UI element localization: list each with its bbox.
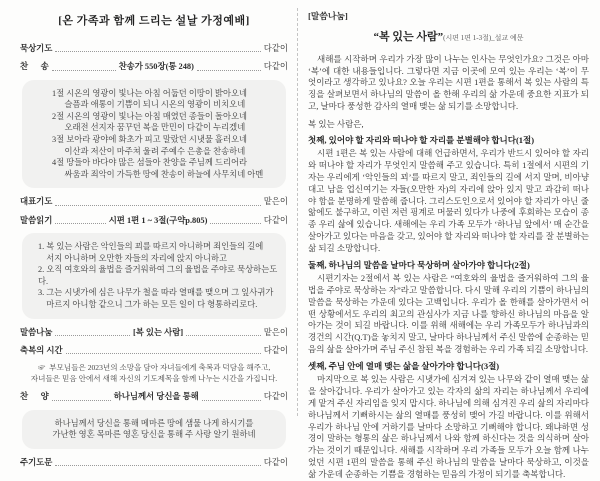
hymn-line: 슬픔과 애통이 기쁨이 되니 시온의 영광이 비치오네 (52, 100, 246, 110)
dotted-leader (52, 70, 116, 71)
order-detail: [복 있는 사람] (132, 327, 184, 337)
order-assignee: 다같이 (263, 457, 288, 467)
dotted-leader (55, 205, 260, 206)
dotted-leader (186, 335, 261, 336)
hymn-line: 싸움과 죄악이 가득한 땅에 찬송이 하늘에 사무치네 아멘 (52, 169, 264, 179)
sermon-point-2-heading: 둘째, 하나님의 말씀을 날마다 묵상하며 살아가야 합니다(2절) (308, 259, 530, 270)
order-label: 찬 송 (20, 62, 49, 72)
dotted-leader (52, 400, 111, 401)
sermon-point-1-body: 시편 1편은 복 있는 사람에 대해 언급하면서, 우리가 반드시 있어야 할 자리와 떠나야 할 자리가 무엇인지 말씀해 주고 있습니다. 특히 1절에서 시편의 기자는 우리에게 ‘악인들의 꾀’를 따르지 말고, 죄인들의 길에 서지 말며, 비아냥대고 남을 업신여기는 자들(오만한 자)의 자리에 앉아 있지 말고 과감히 떠나야 함을 분명하게 말씀해 줍니다. 그리스도인으로서 있어야 할 자리가 아닌 줄 앎에도 불구하고, 이런 저런 핑계로 머물러 있다가 나중에 후회하는 모습이 종종 우리 삶에 있습니다. 새해에는 우리 가족 모두가 ‘하나님 앞에서’ 매 순간을 살아가고 있다는 마음을 갖고, 있어야 할 자리와 떠나야 할 자리를 잘 분별하는 삶 되길 소망합니다. (308, 147, 589, 254)
order-row-praise (20, 391, 288, 402)
order-assignee: 다같이 (263, 215, 289, 225)
praise-line: 하나님께서 당신을 통해 메마른 땅에 샘물 나게 하시기를 (54, 418, 254, 428)
order-row-blessing-time (20, 345, 288, 356)
scripture-line: 1. 복 있는 사람은 악인들의 꾀를 따르지 아니하며 죄인들의 길에 (38, 241, 264, 251)
dotted-leader (197, 70, 261, 71)
worship-title: [온 가족과 함께 드리는 설날 가정예배] (58, 15, 250, 27)
order-assignee: 다같이 (263, 43, 288, 53)
order-label: 말씀읽기 (20, 215, 53, 225)
scripture-line: 3. 그는 시냇가에 심은 나무가 철을 따라 열매를 맺으며 그 잎사귀가 (38, 288, 274, 298)
dotted-leader (202, 400, 261, 401)
order-detail: 시편 1편 1 ~ 3절(구약p.805) (108, 215, 208, 225)
scripture-text-box (22, 233, 286, 319)
hymn-line: 이산과 저산이 마주쳐 울려 주예수 은총을 찬송하네 (52, 146, 246, 156)
sermon-title (308, 30, 589, 45)
note-line: ☞ 부모님들은 2023년의 소망을 담아 자녀들에게 축복과 덕담을 해주고, (37, 363, 271, 373)
note-line: 자녀들은 믿음 안에서 새해 자신의 기도제목을 함께 나누는 시간을 가집니다. (30, 373, 278, 383)
order-label: 찬 양 (20, 392, 49, 402)
hymn-line: 2절 시온의 영광이 빛나는 아침 매였던 종들이 돌아오네 (52, 111, 247, 121)
sermon-title-sub: (시편 1편 1-3절)_설교 예문 (443, 34, 524, 43)
order-label: 말씀나눔 (20, 327, 53, 337)
sermon-column (308, 8, 589, 480)
worship-order-column (20, 10, 289, 467)
dotted-leader (55, 223, 105, 224)
dotted-leader (66, 353, 261, 354)
order-label: 주기도문 (20, 457, 53, 467)
order-row-scripture-reading (20, 215, 288, 226)
dotted-leader (55, 51, 260, 52)
order-row-meditation-prayer (20, 43, 288, 54)
column-divider (297, 8, 298, 416)
sermon-title-main: “복 있는 사람” (373, 31, 444, 44)
dotted-leader (210, 223, 260, 224)
order-row-representative-prayer (20, 196, 288, 207)
order-detail: 찬송가 550장(통 248) (118, 62, 194, 72)
order-assignee: 다같이 (263, 392, 288, 402)
blessing-time-note (20, 363, 288, 384)
order-label: 묵상기도 (20, 43, 53, 53)
order-label: 축복의 시간 (20, 345, 63, 355)
order-assignee: 다같이 (263, 62, 288, 72)
order-row-lords-prayer (20, 457, 288, 468)
hymn-line: 오래전 선지자 꿈꾸던 복을 만민이 다같이 누리겠네 (52, 123, 246, 133)
order-row-message-sharing (20, 327, 288, 338)
sermon-point-2-body: 시편기자는 2절에서 복 있는 사람은 “여호와의 율법을 즐거워하여 그의 율법을 주야로 묵상하는 자”라고 말씀합니다. 다시 말해 우리의 기쁨이 하나님의 말씀을 묵상하는 가운데 있다는 고백입니다. 우리가 올 한해를 살아가면서 어떤 상황에서도 우리의 최고의 관심사가 지금 나를 향하신 하나님의 마음을 알아가는 것이 되길 바랍니다. 이를 위해 새해에는 우리 가족모두가 하나님과의 경건의 시간(Q.T)을 놓치지 말고, 날마다 하나님께서 주신 말씀에 순종하는 믿음의 삶을 살아가며 주님 주신 참된 복을 경험하는 우리 가족 되길 소망합니다. (308, 272, 589, 355)
hymn-line: 4절 땅들아 바다야 많은 섬들아 찬양을 주님께 드리어라 (52, 158, 247, 168)
praise-lyrics-box (22, 410, 286, 449)
order-assignee: 맡은이 (263, 327, 288, 337)
sermon-lead-line: 복 있는 사람은, (308, 119, 364, 130)
sermon-point-3-heading: 셋째, 주님 안에 열매 맺는 삶을 살아가야 합니다(3절) (308, 361, 500, 372)
sermon-point-3-body: 마지막으로 복 있는 사람은 시냇가에 심겨져 있는 나무와 같이 열매 맺는 삶을 살아갑니다. 우리가 살아가고 있는 각자의 삶의 자리는 하나님께서 우리에게 맡겨 주신 자리임을 잊지 맙시다. 하나님에 의해 심겨진 우리 삶의 자리마다 하나님께서 기뻐하시는 삶의 열매를 풍성히 맺어 가길 바랍니다. 이를 위해서 우리가 하나님 안에 거하기를 날마다 소망하고 기뻐해야 합니다. 왜냐하면 성경이 말하는 형통의 삶은 하나님께서 나와 함께 하신다는 것을 의식하며 살아가는 것이기 때문입니다. 새해를 시작하며 우리 가족들 모두가 오늘 함께 나누었던 시편 1편의 말씀을 통해 주신 하나님의 말씀을 날마다 묵상하고, 이것을 삶 가운데 순종하는 기쁨을 경험하는 믿음의 가정이 되기를 축복합니다. (308, 373, 589, 480)
dotted-leader (55, 465, 260, 466)
sermon-point-1-heading: 첫째, 있어야 할 자리와 떠나야 할 자리를 분별해야 합니다(1절) (308, 135, 535, 146)
scripture-line: 2. 오직 여호와의 율법을 즐거워하여 그의 율법을 주야로 묵상하는도다. (38, 265, 278, 286)
hymn-line: 3절 보아라 광야에 화초가 피고 말랐던 시냇물 흘러오네 (52, 134, 247, 144)
order-row-hymn (20, 61, 288, 72)
sermon-section-tag: [말씀나눔] (308, 11, 348, 21)
praise-line: 가난한 영혼 목마른 영혼 당신을 통해 주 사랑 알기 원하네 (52, 430, 256, 440)
order-label: 대표기도 (20, 197, 53, 207)
hymn-lyrics-box (22, 80, 286, 189)
scripture-line: 서지 아니하며 오만한 자들의 자리에 앉지 아니하고 (38, 253, 228, 263)
order-detail: 하나님께서 당신을 통해 (113, 392, 199, 402)
scripture-line: 마르지 아니함 같으니 그가 하는 모든 일이 다 형통하리로다. (38, 299, 258, 309)
hymn-line: 1절 시온의 영광이 빛나는 아침 어둡던 이땅이 밝아오네 (52, 88, 247, 98)
order-assignee: 다같이 (263, 345, 288, 355)
dotted-leader (55, 335, 130, 336)
order-assignee: 맡은이 (263, 197, 288, 207)
sermon-intro-paragraph: 새해를 시작하며 우리가 가장 많이 나누는 인사는 무엇인가요? 그것은 아마 ‘복’에 대한 내용들입니다. 그렇다면 지금 이곳에 모여 있는 우리는 ‘복’이 무엇이라고 생각하고 있나요? 오늘 우리는 시편 1편을 통해서 복 있는 사람의 특징을 살펴보면서 하나님의 말씀이 올 한해 우리의 삶 가운데 중요한 지표가 되고, 날마다 풍성한 감사의 열매 맺는 삶 되기를 소망합니다. (308, 53, 589, 112)
